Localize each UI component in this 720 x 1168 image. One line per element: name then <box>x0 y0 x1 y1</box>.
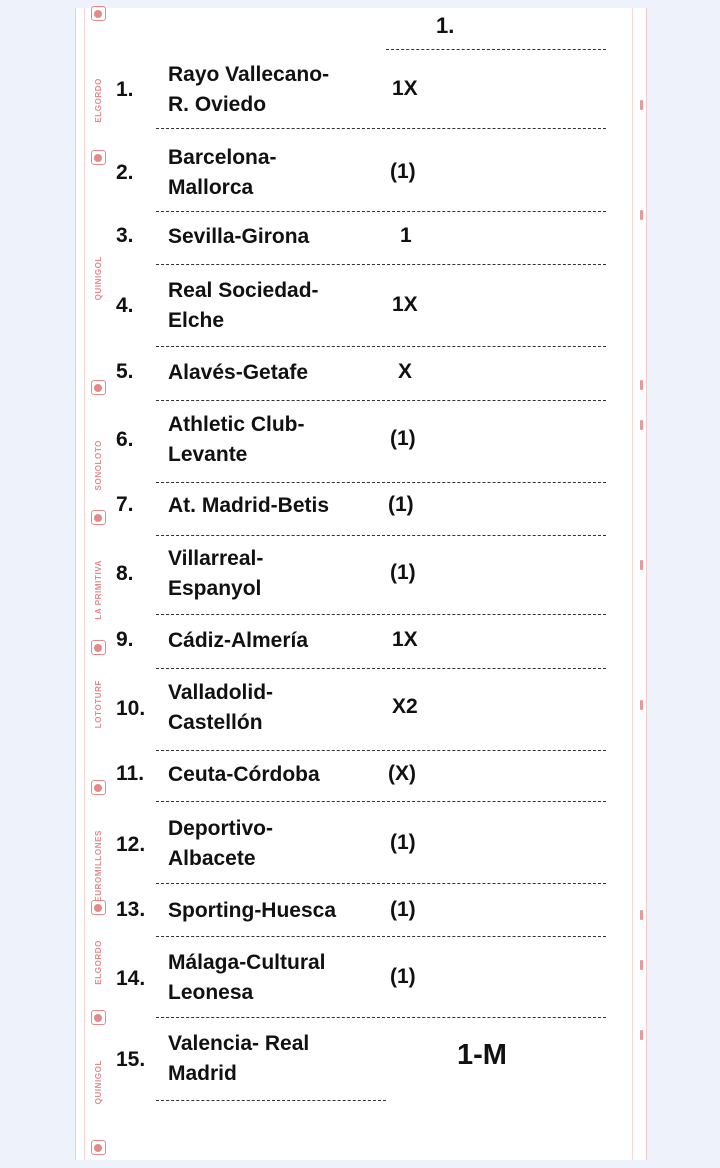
row-separator <box>156 211 606 212</box>
match-teams <box>168 896 336 926</box>
brand-mark <box>86 78 110 123</box>
perforation-mark <box>640 700 643 710</box>
brand-mark <box>86 830 110 902</box>
brand-name: QUINIGOL <box>93 1060 103 1105</box>
brand-name: ELGORDO <box>93 940 103 985</box>
brand-name: LA PRIMITIVA <box>93 560 103 620</box>
circle-logo-icon <box>91 640 106 655</box>
brand-mark <box>86 680 110 728</box>
match-result: (1) <box>390 831 416 854</box>
match-number: 4. <box>116 294 134 317</box>
match-teams <box>168 760 320 790</box>
match-result: (1) <box>390 898 416 921</box>
match-teams <box>168 222 309 252</box>
match-number: 9. <box>116 628 134 651</box>
brand-mark <box>86 1060 110 1104</box>
match-number: 12. <box>116 833 146 856</box>
row-separator <box>156 614 606 615</box>
circle-logo-icon <box>91 900 106 915</box>
perforation-mark <box>640 560 643 570</box>
slip-right-line <box>632 8 633 1160</box>
match-number: 8. <box>116 562 134 585</box>
match-teams-line1: Villarreal- <box>168 547 264 570</box>
match-number: 6. <box>116 428 134 451</box>
match-result: 1X <box>392 293 418 316</box>
match-teams <box>168 626 308 656</box>
match-teams <box>168 544 263 604</box>
match-result: (1) <box>390 965 416 988</box>
match-result: 1 <box>400 224 412 247</box>
match-teams <box>168 358 308 388</box>
match-teams-line1: Real Sociedad- <box>168 279 319 302</box>
square-logo-icon <box>91 510 106 525</box>
row-separator <box>156 936 606 937</box>
match-teams-line1: Valladolid- <box>168 681 274 704</box>
brand-mark <box>86 6 110 21</box>
match-result: (X) <box>388 762 416 785</box>
perforation-mark <box>640 420 643 430</box>
match-teams-line1: Valencia- Real <box>168 1032 310 1055</box>
brand-mark <box>86 940 110 985</box>
perforation-mark <box>640 100 643 110</box>
match-number: 7. <box>116 493 134 516</box>
match-teams <box>168 276 319 336</box>
brand-mark <box>86 150 110 165</box>
row-separator <box>156 535 606 536</box>
match-teams <box>168 948 326 1008</box>
circle-logo-icon <box>91 1010 106 1025</box>
brand-mark <box>86 1140 110 1155</box>
brand-name: SONOLOTO <box>93 440 103 491</box>
match-teams-line2: Leonesa <box>168 981 254 1004</box>
brand-mark <box>86 256 110 300</box>
circle-logo-icon <box>91 380 106 395</box>
brand-name: LOTOTURF <box>93 680 103 729</box>
match-teams-line2: Levante <box>168 443 248 466</box>
perforation-mark <box>640 910 643 920</box>
header-separator <box>386 49 606 50</box>
row-separator <box>156 400 606 401</box>
match-teams <box>168 410 305 470</box>
match-teams-line1: Sporting-Huesca <box>168 899 337 922</box>
match-result: 1X <box>392 628 418 651</box>
match-teams-line2: R. Oviedo <box>168 93 267 116</box>
match-result: (1) <box>390 427 416 450</box>
brand-name: ELGORDO <box>93 78 103 123</box>
match-number: 3. <box>116 224 134 247</box>
perforation-mark <box>640 1030 643 1040</box>
match-teams-line1: Athletic Club- <box>168 413 305 436</box>
circle-logo-icon <box>91 150 106 165</box>
match-teams-line1: Rayo Vallecano- <box>168 63 330 86</box>
slip-left-line <box>84 8 85 1160</box>
match-teams-line2: Mallorca <box>168 176 254 199</box>
row-separator <box>156 801 606 802</box>
row-separator <box>156 482 606 483</box>
match-teams <box>168 491 329 521</box>
square-logo-icon <box>91 1140 106 1155</box>
match-result: 1X <box>392 77 418 100</box>
match-result: X2 <box>392 695 418 718</box>
match-number: 11. <box>116 762 145 785</box>
perforation-mark <box>640 380 643 390</box>
match-number: 5. <box>116 360 134 383</box>
column-number: 1. <box>436 13 455 38</box>
match-result: (1) <box>388 493 414 516</box>
match-teams <box>168 1029 309 1089</box>
brand-mark <box>86 380 110 395</box>
betting-slip <box>75 8 647 1160</box>
brand-mark <box>86 440 110 490</box>
row-separator <box>156 346 606 347</box>
brand-strip <box>86 0 110 1168</box>
row-separator <box>156 1017 606 1018</box>
match-teams-line2: Castellón <box>168 711 263 734</box>
circle-logo-icon <box>91 6 106 21</box>
match-teams-line1: Barcelona- <box>168 146 277 169</box>
match-result: 1-M <box>457 1039 507 1071</box>
match-teams-line1: Cádiz-Almería <box>168 629 309 652</box>
row-separator <box>156 264 606 265</box>
match-result: (1) <box>390 160 416 183</box>
perforation-mark <box>640 960 643 970</box>
match-teams-line2: Albacete <box>168 847 256 870</box>
match-teams <box>168 60 329 120</box>
match-result: (1) <box>390 561 416 584</box>
match-teams <box>168 678 273 738</box>
match-number: 15. <box>116 1048 146 1071</box>
match-number: 2. <box>116 161 134 184</box>
brand-mark <box>86 510 110 525</box>
match-teams <box>168 143 277 203</box>
match-number: 14. <box>116 967 146 990</box>
match-teams-line1: Deportivo- <box>168 817 273 840</box>
match-number: 1. <box>116 78 134 101</box>
brand-mark <box>86 780 110 795</box>
match-number: 10. <box>116 697 146 720</box>
brand-name: EUROMILLONES <box>93 830 103 902</box>
match-teams-line1: Ceuta-Córdoba <box>168 763 320 786</box>
circle-logo-icon <box>91 780 106 795</box>
row-separator <box>156 883 606 884</box>
match-result: X <box>398 360 413 383</box>
match-teams-line1: At. Madrid-Betis <box>168 494 330 517</box>
row-separator <box>156 1100 386 1101</box>
brand-name: QUINIGOL <box>93 256 103 301</box>
brand-mark <box>86 560 110 620</box>
match-teams-line1: Málaga-Cultural <box>168 951 326 974</box>
brand-mark <box>86 900 110 915</box>
row-separator <box>156 750 606 751</box>
match-number: 13. <box>116 898 146 921</box>
match-teams-line2: Elche <box>168 309 225 332</box>
brand-mark <box>86 640 110 655</box>
match-teams-line1: Alavés-Getafe <box>168 361 309 384</box>
row-separator <box>156 668 606 669</box>
match-teams-line2: Espanyol <box>168 577 262 600</box>
match-teams-line2: Madrid <box>168 1062 237 1085</box>
perforation-mark <box>640 210 643 220</box>
match-teams-line1: Sevilla-Girona <box>168 225 310 248</box>
match-teams <box>168 814 273 874</box>
brand-mark <box>86 1010 110 1025</box>
row-separator <box>156 128 606 129</box>
